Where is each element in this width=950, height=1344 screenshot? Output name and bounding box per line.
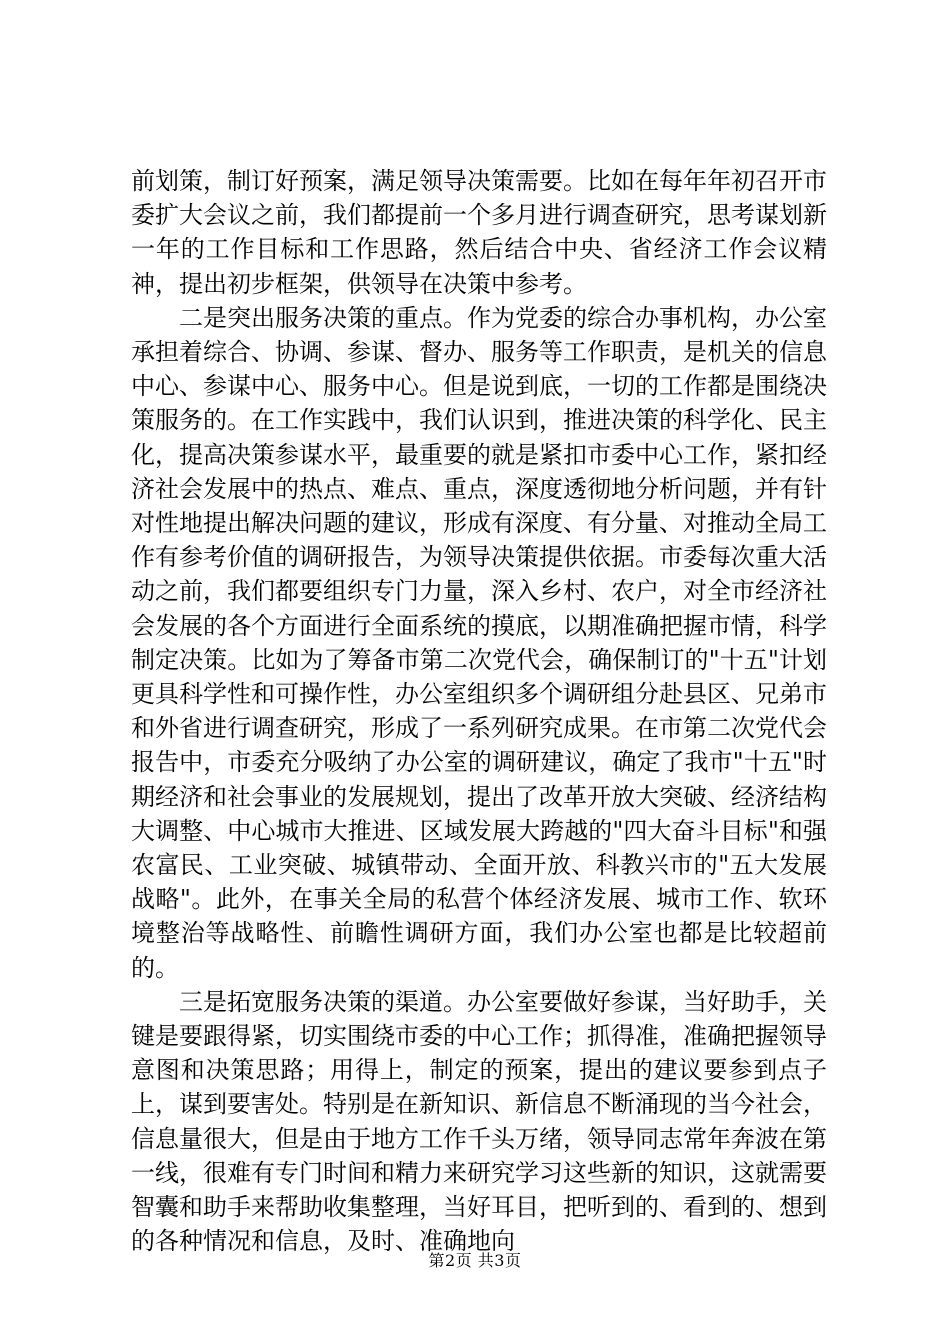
paragraph-decision-channels: 三是拓宽服务决策的渠道。办公室要做好参谋，当好助手，关键是要跟得紧，切实围绕市委的中心工作；抓得准，准确把握领导意图和决策思路；用得上，制定的预案，提出的建议要参到点子上，谋到要害处。特别是在新知识、新信息不断涌现的当今社会，信息量很大，但是由于地方工作千头万绪，领导同志常年奔波在第一线，很难有专门时间和精力来研究学习这些新的知识，这就需要智囊和助手来帮助收集整理，当好耳目，把听到的、看到的、想到的各种情况和信息，及时、准确地向 — [131, 987, 827, 1256]
document-body — [131, 164, 827, 1259]
paragraph-continued: 前划策，制订好预案，满足领导决策需要。比如在每年年初召开市委扩大会议之前，我们都提前一个多月进行调查研究，思考谋划新一年的工作目标和工作思路，然后结合中央、省经济工作会议精神，提出初步框架，供领导在决策中参考。 — [131, 167, 827, 298]
paragraph-decision-focus: 二是突出服务决策的重点。作为党委的综合办事机构，办公室承担着综合、协调、参谋、督办、服务等工作职责，是机关的信息中心、参谋中心、服务中心。但是说到底，一切的工作都是围绕决策服务的。在工作实践中，我们认识到，推进决策的科学化、民主化，提高决策参谋水平，最重要的就是紧扣市委中心工作，紧扣经济社会发展中的热点、难点、重点，深度透彻地分析问题，并有针对性地提出解决问题的建议，形成有深度、有分量、对推动全局工作有参考价值的调研报告，为领导决策提供依据。市委每次重大活动之前，我们都要组织专门力量，深入乡村、农户，对全市经济社会发展的各个方面进行全面系统的摸底，以期准确把握市情，科学制定决策。比如为了筹备市第二次党代会，确保制订的"十五"计划更具科学性和可操作性，办公室组织多个调研组分赴县区、兄弟市和外省进行调查研究，形成了一系列研究成果。在市第二次党代会报告中，市委充分吸纳了办公室的调研建议，确定了我市"十五"时期经济和社会事业的发展规划，提出了改革开放大突破、经济结构大调整、中心城市大推进、区域发展大跨越的"四大奋斗目标"和强农富民、工业突破、城镇带动、全面开放、科教兴市的"五大发展战略"。此外，在事关全局的私营个体经济发展、城市工作、软环境整治等战略性、前瞻性调研方面，我们办公室也都是比较超前的。 — [131, 303, 827, 982]
page-footer: 第2页 共3页 — [428, 1251, 522, 1270]
